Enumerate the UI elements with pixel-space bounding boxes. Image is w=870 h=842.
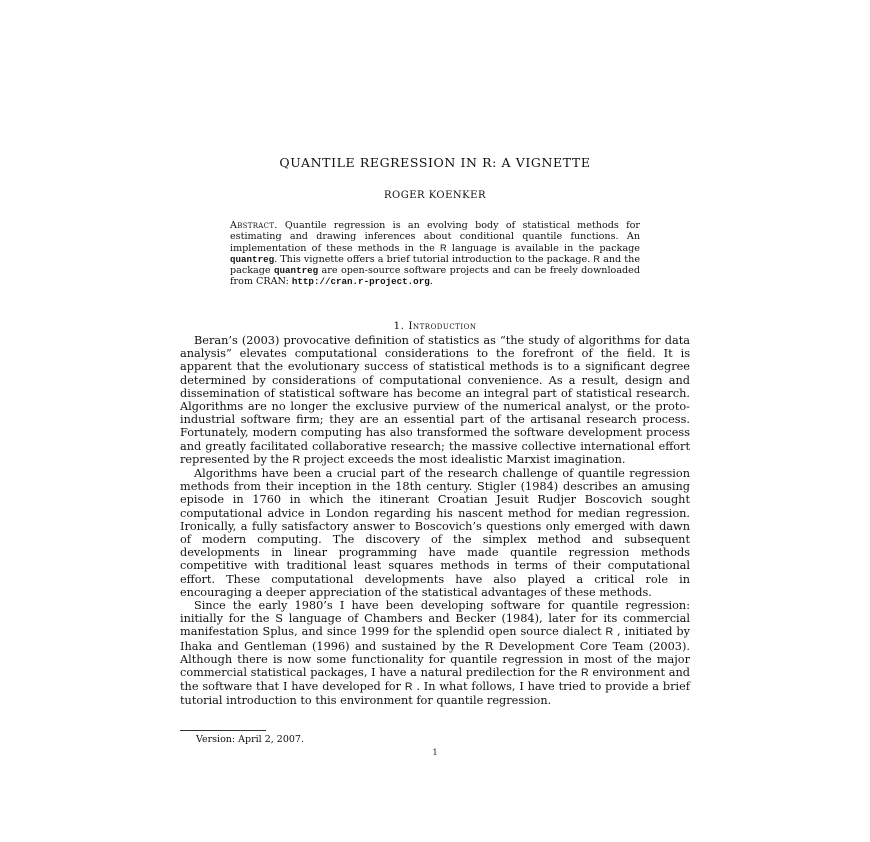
- paragraph-text: Beran’s (2003) provocative definition of statistics as “the study of algorithms for data analysis” elevates computational considerations to the forefront of the field. It is apparent that the evolutionary success of statistical methods is to a significant degree determined by considerations of computational convenience. As a result, design and dissemination of statistical software has become an integral part of statistical research. Algorithms are no longer the exclusive purview of the numerical analyst, or the proto-industrial software firm; they are an essential part of the artisanal research process. Fortunately, modern computing has also transformed the software development process and greatly facilitated collaborative research; the massive collective international effort represented by the: [180, 334, 690, 466]
- section-title: Introduction: [408, 320, 477, 332]
- paragraph-text: Since the early 1980’s I have been developing software for quantile regression: initially for the S language of Chambers and Becker (1984), later for its commercial manifestation Splus, and since 1999 for the splendid open source dialect: [180, 599, 690, 639]
- abstract-text: and the package: [230, 253, 640, 277]
- r-language-name: R: [292, 453, 301, 466]
- cran-url: http://cran.r-project.org: [291, 276, 430, 288]
- footnote-version: Version: April 2, 2007.: [196, 734, 304, 745]
- r-language-name: R: [404, 681, 413, 694]
- paper-title: QUANTILE REGRESSION IN R: A VIGNETTE: [279, 155, 591, 170]
- abstract-label: Abstract.: [230, 220, 278, 231]
- r-language-name: R: [440, 242, 447, 253]
- paragraph-text: . In what follows, I have tried to provide a brief tutorial introduction to this environment for quantile regression.: [180, 680, 690, 708]
- abstract-text: are open-source software projects and can be freely downloaded from CRAN:: [230, 265, 640, 288]
- package-name: quantreg: [230, 253, 275, 265]
- body-text: [180, 334, 690, 708]
- footnote-rule: [180, 730, 266, 731]
- section-number: 1.: [393, 320, 409, 332]
- r-language-name: R: [605, 626, 614, 639]
- paragraph-3: [180, 599, 690, 708]
- paragraph-text: environment and the software that I have developed for: [180, 666, 690, 694]
- author-name: ROGER KOENKER: [384, 190, 486, 201]
- paragraph-text: project exceeds the most idealistic Marxist imagination.: [300, 452, 626, 466]
- paragraph-text: , initiated by Ihaka and Gentleman (1996) and sustained by the R Development Core Team (2003). Although there is now some functionality for quantile regression in most of the major commercial statistical packages, I have a natural predilection for the: [180, 625, 690, 680]
- abstract-text: Quantile regression is an evolving body of statistical methods for estimating and drawing inferences about conditional quantile functions. An implementation of these methods in the: [230, 220, 640, 254]
- abstract-text: language is available in the package: [446, 242, 640, 254]
- r-language-name: R: [580, 667, 589, 680]
- abstract-text: .: [429, 276, 433, 288]
- r-language-name: R: [593, 253, 601, 264]
- section-heading: [180, 320, 690, 332]
- paragraph-1: [180, 334, 690, 467]
- abstract-text: . This vignette offers a brief tutorial introduction to the package.: [274, 253, 594, 265]
- page-number: 1: [432, 748, 438, 757]
- package-name: quantreg: [274, 265, 319, 277]
- abstract-block: [230, 220, 640, 288]
- paragraph-2: Algorithms have been a crucial part of the research challenge of quantile regression methods from their inception in the 18th century. Stigler (1984) describes an amusing episode in 1760 in which the itinerant Croatian Jesuit Rudjer Boscovich sought computational advice in London regarding his nascent method for median regression. Ironically, a fully satisfactory answer to Boscovich’s questions only emerged with dawn of modern computing. The discovery of the simplex method and subsequent developments in linear programming have made quantile regression methods competitive with traditional least squares methods in terms of their computational effort. These computational developments have also played a critical role in encouraging a deeper appreciation of the statistical advantages of these methods.: [180, 467, 690, 599]
